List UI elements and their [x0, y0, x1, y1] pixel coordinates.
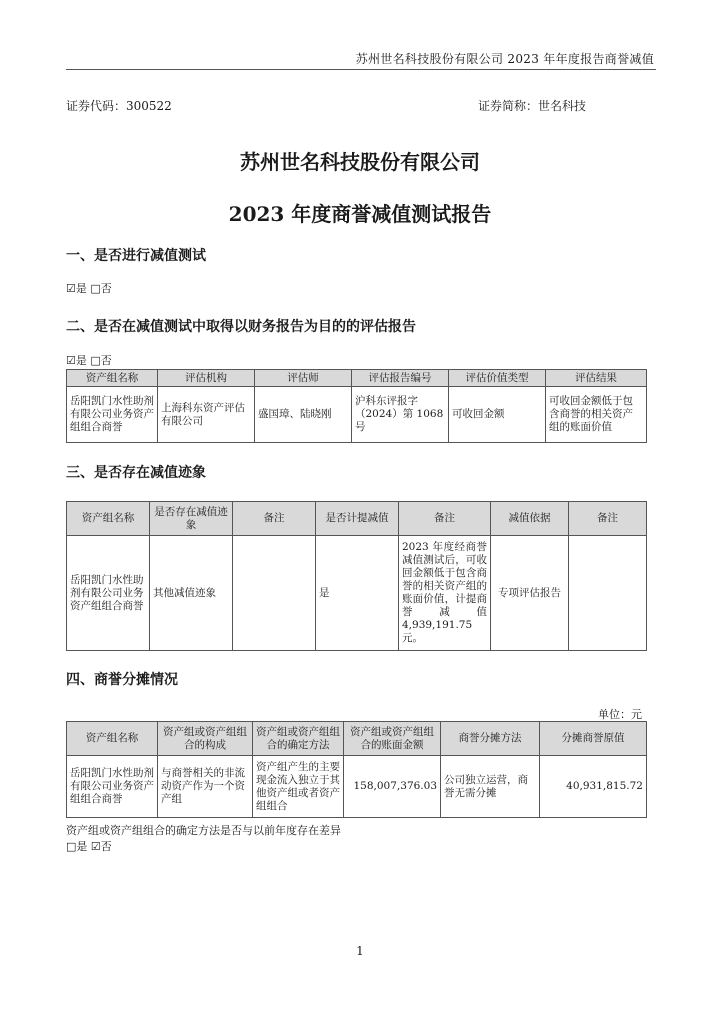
- cell-method: 资产组产生的主要现金流入独立于其他资产组或者资产组组合: [253, 756, 344, 818]
- cell-value-type: 可收回金额: [449, 387, 546, 443]
- col-method: 资产组或资产组组合的确定方法: [253, 722, 344, 756]
- cell-asset-group: 岳阳凯门水性助剂有限公司业务资产组组合商誉: [67, 387, 158, 443]
- section2-choice: ☑是 □否: [66, 354, 112, 367]
- cell-original-goodwill: 40,931,815.72: [540, 756, 647, 818]
- cell-remark-1: [233, 536, 316, 651]
- header-rule: [66, 69, 656, 70]
- col-result: 评估结果: [546, 370, 647, 387]
- cell-provision: 是: [316, 536, 399, 651]
- unit-label: 单位：元: [598, 708, 642, 721]
- cell-result: 可收回金额低于包含商誉的相关资产组的账面价值: [546, 387, 647, 443]
- method-change-question: 资产组或资产组组合的确定方法是否与以前年度存在差异: [66, 824, 341, 837]
- goodwill-allocation-table: [66, 721, 647, 818]
- cell-remark-3: [569, 536, 647, 651]
- table-row: [67, 756, 647, 818]
- cell-book-value: 158,007,376.03: [344, 756, 441, 818]
- col-appraiser: 评估师: [255, 370, 352, 387]
- cell-asset-group: 岳阳凯门水性助剂有限公司业务资产组组合商誉: [67, 536, 150, 651]
- col-provision: 是否计提减值: [316, 502, 399, 536]
- cell-composition: 与商誉相关的非流动资产作为一个资产组: [158, 756, 253, 818]
- section1-choice: ☑是 □否: [66, 282, 112, 295]
- cell-basis: 专项评估报告: [491, 536, 569, 651]
- col-original-goodwill: 分摊商誉原值: [540, 722, 647, 756]
- security-abbr: 证券简称：世名科技: [478, 99, 587, 113]
- col-value-type: 评估价值类型: [449, 370, 546, 387]
- table-row: [67, 536, 647, 651]
- appraisal-table: [66, 369, 647, 443]
- col-basis: 减值依据: [491, 502, 569, 536]
- col-appraisal-firm: 评估机构: [158, 370, 255, 387]
- page-number: 1: [356, 944, 364, 958]
- col-remark-2: 备注: [399, 502, 491, 536]
- table-row: [67, 387, 647, 443]
- col-report-number: 评估报告编号: [352, 370, 449, 387]
- section4-heading: 四、商誉分摊情况: [66, 672, 178, 688]
- cell-asset-group: 岳阳凯门水性助剂有限公司业务资产组组合商誉: [67, 756, 158, 818]
- cell-appraiser: 盛国璋、陆晓刚: [255, 387, 352, 443]
- cell-appraisal-firm: 上海科东资产评估有限公司: [158, 387, 255, 443]
- col-remark-3: 备注: [569, 502, 647, 536]
- cell-indicator: 其他减值迹象: [150, 536, 233, 651]
- col-composition: 资产组或资产组组合的构成: [158, 722, 253, 756]
- section1-heading: 一、是否进行减值测试: [66, 248, 206, 264]
- col-asset-group: 资产组名称: [67, 370, 158, 387]
- company-title: 苏州世名科技股份有限公司: [240, 150, 480, 174]
- report-title: 2023 年度商誉减值测试报告: [228, 202, 492, 226]
- impairment-indicator-table: [66, 501, 647, 651]
- col-allocation-method: 商誉分摊方法: [441, 722, 540, 756]
- col-asset-group: 资产组名称: [67, 722, 158, 756]
- method-change-answer: □是 ☑否: [66, 840, 112, 853]
- section2-heading: 二、是否在减值测试中取得以财务报告为目的的评估报告: [66, 319, 416, 335]
- security-code: 证券代码：300522: [66, 99, 172, 113]
- cell-remark-2: 2023 年度经商誉减值测试后，可收回金额低于包含商誉的相关资产组的账面价值，计提商誉减值 4,939,191.75 元。: [399, 536, 491, 651]
- section3-heading: 三、是否存在减值迹象: [66, 465, 206, 481]
- col-asset-group: 资产组名称: [67, 502, 150, 536]
- cell-allocation-method: 公司独立运营，商誉无需分摊: [441, 756, 540, 818]
- col-remark-1: 备注: [233, 502, 316, 536]
- col-indicator: 是否存在减值迹象: [150, 502, 233, 536]
- cell-report-number: 沪科东评报字（2024）第 1068 号: [352, 387, 449, 443]
- running-header: 苏州世名科技股份有限公司 2023 年年度报告商誉减值: [355, 52, 654, 66]
- col-book-value: 资产组或资产组组合的账面金额: [344, 722, 441, 756]
